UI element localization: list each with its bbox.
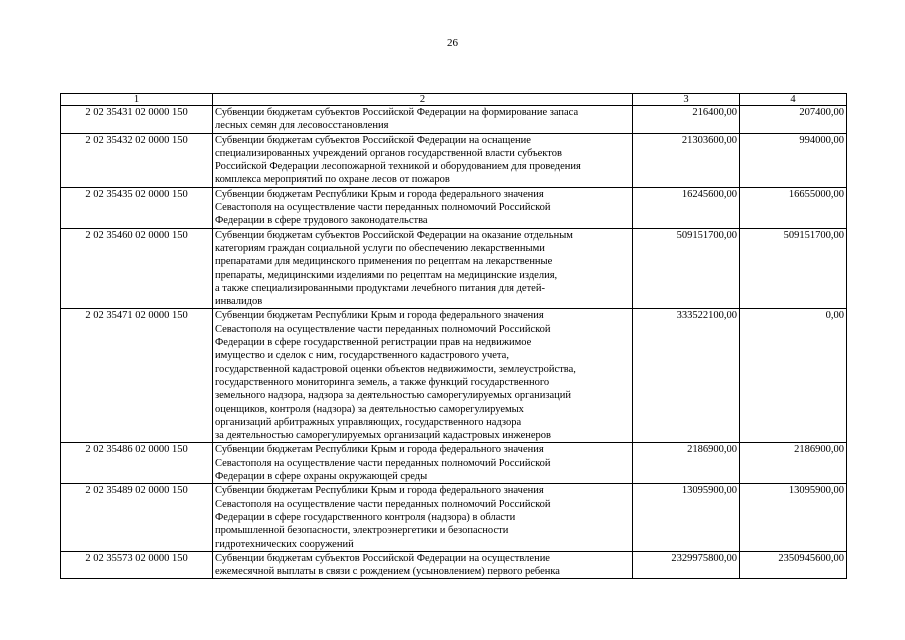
description-line: Субвенции бюджетам субъектов Российской Федерации на оснащение (215, 134, 531, 146)
description-line: земельного надзора, надзора за деятельностью саморегулируемых организаций (215, 390, 572, 402)
row-amount-col3: 333522100,00 (633, 309, 740, 443)
row-description (213, 551, 633, 579)
column-header-2: 2 (213, 94, 633, 106)
description-line: инвалидов (215, 296, 263, 308)
row-description (213, 443, 633, 484)
description-line: Субвенции бюджетам Республики Крым и города федерального значения (215, 310, 544, 322)
column-header-3: 3 (633, 94, 740, 106)
row-amount-col4: 0,00 (740, 309, 847, 443)
row-amount-col3: 21303600,00 (633, 133, 740, 187)
table-row (61, 228, 847, 309)
table-row (61, 133, 847, 187)
row-code: 2 02 35432 02 0000 150 (61, 133, 213, 187)
row-amount-col3: 509151700,00 (633, 228, 740, 309)
table-row (61, 309, 847, 443)
page-number: 26 (447, 37, 458, 49)
row-amount-col3: 2329975800,00 (633, 551, 740, 579)
description-line: Субвенции бюджетам Республики Крым и города федерального значения (215, 485, 544, 497)
description-line: Субвенции бюджетам субъектов Российской Федерации на оказание отдельным (215, 229, 573, 241)
row-description (213, 106, 633, 134)
description-line: организаций арбитражных управляющих, государственного надзора (215, 416, 522, 428)
description-line: за деятельностью саморегулируемых организаций кадастровых инженеров (215, 430, 551, 442)
description-line: Федерации в сфере государственного контроля (надзора) в области (215, 511, 516, 523)
row-code: 2 02 35460 02 0000 150 (61, 228, 213, 309)
row-amount-col4: 2186900,00 (740, 443, 847, 484)
row-amount-col4: 509151700,00 (740, 228, 847, 309)
row-code: 2 02 35486 02 0000 150 (61, 443, 213, 484)
row-amount-col4: 207400,00 (740, 106, 847, 134)
description-line: а также специализированными продуктами лечебного питания для детей- (215, 282, 545, 294)
row-code: 2 02 35471 02 0000 150 (61, 309, 213, 443)
row-amount-col3: 216400,00 (633, 106, 740, 134)
description-line: Севастополя на осуществление части переданных полномочий Российской (215, 202, 551, 214)
row-description (213, 228, 633, 309)
description-line: комплекса мероприятий по охране лесов от пожаров (215, 174, 450, 186)
table-row (61, 106, 847, 134)
description-line: Федерации в сфере государственной регистрации прав на недвижимое (215, 337, 532, 349)
description-line: лесных семян для лесовосстановления (215, 120, 389, 132)
description-line: государственной кадастровой оценки объектов недвижимости, землеустройства, (215, 363, 576, 375)
row-code: 2 02 35573 02 0000 150 (61, 551, 213, 579)
table-row (61, 551, 847, 579)
row-code: 2 02 35431 02 0000 150 (61, 106, 213, 134)
description-line: Субвенции бюджетам Республики Крым и города федерального значения (215, 444, 544, 456)
description-line: категориям граждан социальной услуги по обеспечению лекарственными (215, 242, 545, 254)
row-description (213, 309, 633, 443)
table-header-row (61, 94, 847, 106)
description-line: препаратами для медицинского применения по рецептам на лекарственные (215, 256, 553, 268)
description-line: Севастополя на осуществление части переданных полномочий Российской (215, 323, 551, 335)
row-description (213, 484, 633, 551)
row-amount-col4: 13095900,00 (740, 484, 847, 551)
description-line: ежемесячной выплаты в связи с рождением (усыновлением) первого ребенка (215, 566, 560, 578)
description-line: препараты, медицинскими изделиями по рецептам на медицинские изделия, (215, 269, 558, 281)
description-line: Субвенции бюджетам субъектов Российской Федерации на формирование запаса (215, 107, 579, 118)
table-row (61, 484, 847, 551)
row-amount-col3: 16245600,00 (633, 187, 740, 228)
row-code: 2 02 35435 02 0000 150 (61, 187, 213, 228)
description-line: Федерации в сфере охраны окружающей среды (215, 471, 428, 483)
budget-table (60, 93, 847, 579)
description-line: промышленной безопасности, электроэнергетики и безопасности (215, 525, 509, 537)
description-line: Российской Федерации лесопожарной техникой и оборудованием для проведения (215, 161, 581, 173)
description-line: Федерации в сфере трудового законодательства (215, 215, 428, 227)
description-line: государственного мониторинга земель, а также функций государственного (215, 376, 550, 388)
description-line: специализированных учреждений органов государственной власти субъектов (215, 147, 562, 159)
row-amount-col4: 994000,00 (740, 133, 847, 187)
description-line: имущество и сделок с ним, государственного кадастрового учета, (215, 350, 509, 362)
description-line: Субвенции бюджетам субъектов Российской Федерации на осуществление (215, 552, 550, 564)
row-amount-col3: 13095900,00 (633, 484, 740, 551)
table-row (61, 443, 847, 484)
description-line: Субвенции бюджетам Республики Крым и города федерального значения (215, 188, 544, 200)
column-header-4: 4 (740, 94, 847, 106)
table-row (61, 187, 847, 228)
row-amount-col4: 2350945600,00 (740, 551, 847, 579)
row-description (213, 133, 633, 187)
description-line: оценщиков, контроля (надзора) за деятельностью саморегулируемых (215, 403, 524, 415)
description-line: Севастополя на осуществление части переданных полномочий Российской (215, 498, 551, 510)
description-line: гидротехнических сооружений (215, 538, 354, 550)
row-code: 2 02 35489 02 0000 150 (61, 484, 213, 551)
row-amount-col3: 2186900,00 (633, 443, 740, 484)
row-description (213, 187, 633, 228)
column-header-1: 1 (61, 94, 213, 106)
description-line: Севастополя на осуществление части переданных полномочий Российской (215, 457, 551, 469)
row-amount-col4: 16655000,00 (740, 187, 847, 228)
